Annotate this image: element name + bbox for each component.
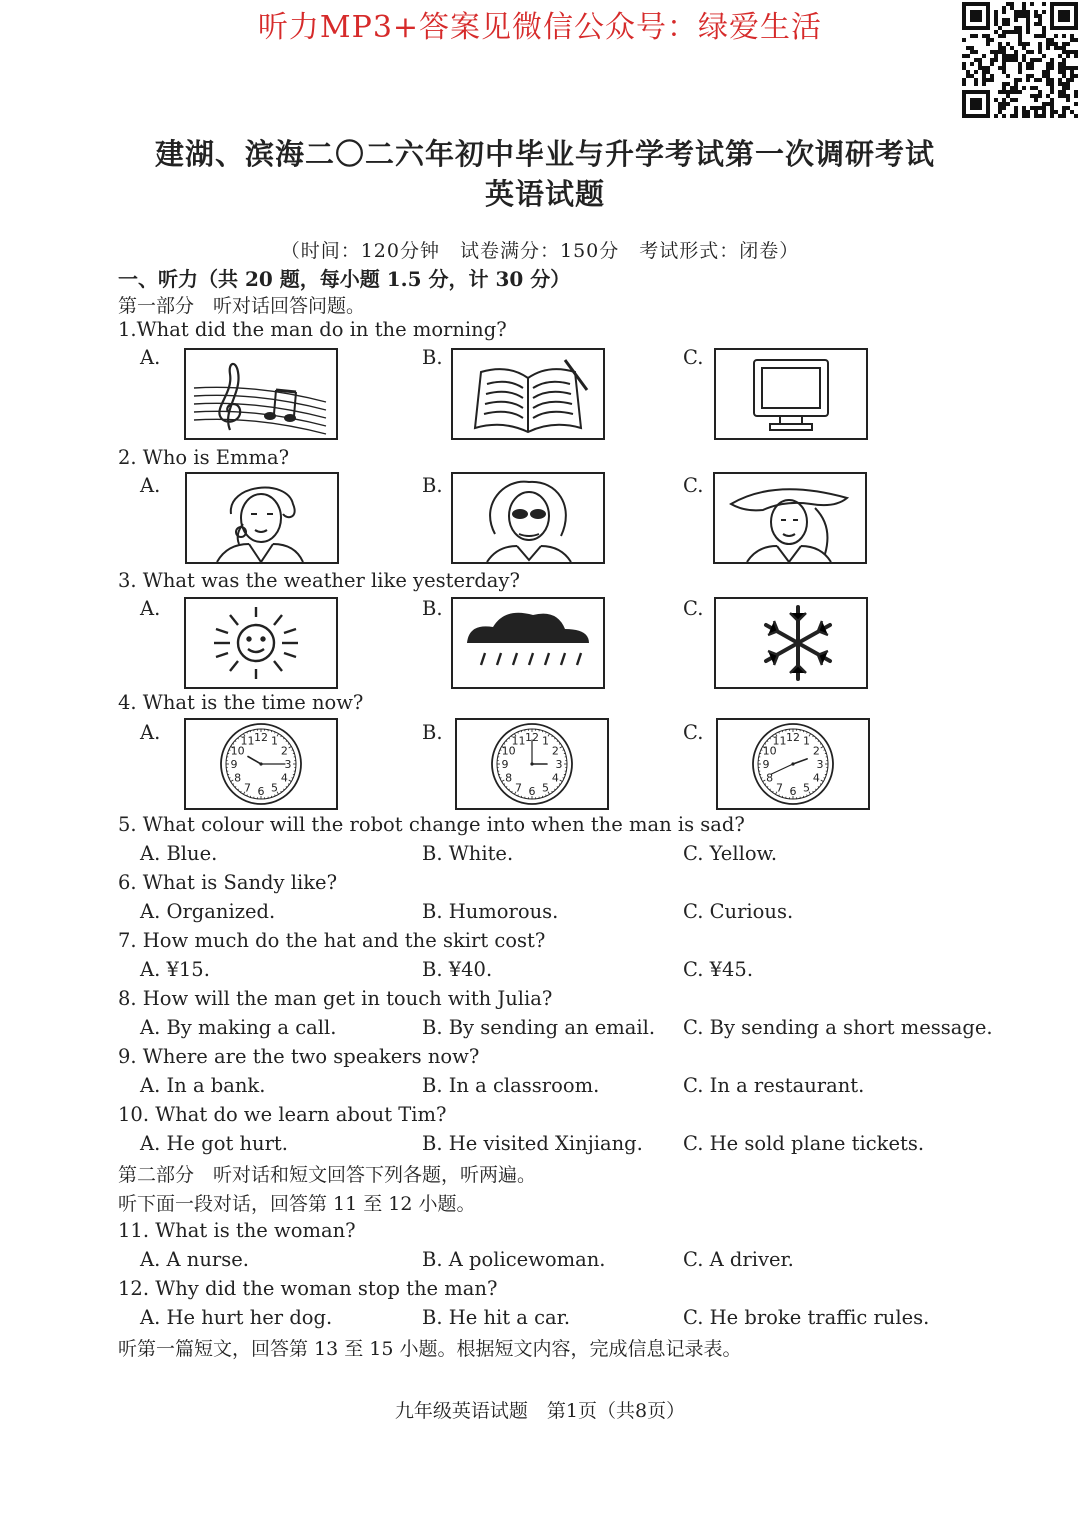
question-7: 7. How much do the hat and the skirt cost? [118,929,546,952]
clock-numeral: 5 [271,781,278,795]
q3-option-a-label: A. [140,597,161,620]
exam-title: 建湖、滨海二〇二六年初中毕业与升学考试第一次调研考试 [154,137,935,171]
computer-monitor-icon [714,348,868,440]
q11-option-a: A. A nurse. [140,1248,249,1271]
qr-code [962,2,1078,118]
q7-option-a: A. ¥15. [140,958,210,981]
clock-numeral: 3 [555,758,563,771]
q9-option-a: A. In a bank. [140,1074,266,1097]
q4-option-c-label: C. [683,721,704,744]
clock-numeral: 7 [776,781,783,795]
section-listening-heading: 一、听力（共 20 题，每小题 1.5 分，计 30 分） [118,267,571,291]
clock-numeral: 2 [280,744,288,758]
part2-dialogue-instruction: 听下面一段对话，回答第 11 至 12 小题。 [118,1193,476,1215]
clock-numeral: 4 [280,771,288,785]
woman-with-sunhat-icon [713,472,867,564]
clock-numeral: 1 [542,734,549,748]
clock-numeral: 7 [515,781,522,795]
question-8: 8. How will the man get in touch with Julia? [118,987,553,1010]
question-9: 9. Where are the two speakers now? [118,1045,480,1068]
promo-banner: 听力MP3+答案见微信公众号：绿爱生活 [257,10,823,45]
rainy-weather-icon [451,597,605,689]
clock-numeral: 10 [501,744,516,758]
clock-a-icon [184,718,338,810]
q2-option-b-label: B. [422,474,443,497]
q8-option-c: C. By sending a short message. [683,1016,993,1039]
q9-option-c: C. In a restaurant. [683,1074,865,1097]
clock-numeral: 3 [816,758,824,771]
q7-option-b: B. ¥40. [422,958,493,981]
part2-passage-instruction: 听第一篇短文，回答第 13 至 15 小题。根据短文内容，完成信息记录表。 [118,1338,742,1360]
question-11: 11. What is the woman? [118,1219,356,1242]
clock-numeral: 8 [766,771,774,785]
clock-b-icon [455,718,609,810]
clock-numeral: 11 [240,734,255,748]
q1-option-b-label: B. [422,346,443,369]
q7-option-c: C. ¥45. [683,958,754,981]
clock-numeral: 11 [511,734,526,748]
q4-option-b-label: B. [422,721,443,744]
question-10: 10. What do we learn about Tim? [118,1103,447,1126]
question-4: 4. What is the time now? [118,691,364,714]
question-12: 12. Why did the woman stop the man? [118,1277,498,1300]
clock-numeral: 7 [244,781,251,795]
q10-option-a: A. He got hurt. [140,1132,288,1155]
q9-option-b: B. In a classroom. [422,1074,600,1097]
sunny-weather-icon [184,597,338,689]
clock-numeral: 4 [551,771,559,785]
q5-option-c: C. Yellow. [683,842,778,865]
clock-numeral: 2 [551,744,559,758]
woman-on-phone-icon [185,472,339,564]
q1-option-a-label: A. [140,346,161,369]
q5-option-b: B. White. [422,842,514,865]
snowy-weather-icon [714,597,868,689]
clock-numeral: 10 [230,744,245,758]
question-5: 5. What colour will the robot change into when the man is sad? [118,813,745,836]
q12-option-a: A. He hurt her dog. [140,1306,333,1329]
clock-numeral: 10 [762,744,777,758]
part2-instruction: 第二部分 听对话和短文回答下列各题，听两遍。 [118,1164,537,1186]
clock-numeral: 12 [786,731,800,744]
part1-instruction: 第一部分 听对话回答问题。 [118,295,366,317]
clock-numeral: 4 [812,771,820,785]
q1-option-c-label: C. [683,346,704,369]
clock-numeral: 3 [284,758,292,771]
q10-option-c: C. He sold plane tickets. [683,1132,925,1155]
clock-numeral: 1 [271,734,278,748]
clock-numeral: 5 [803,781,810,795]
q10-option-b: B. He visited Xinjiang. [422,1132,643,1155]
q11-option-b: B. A policewoman. [422,1248,606,1271]
q12-option-c: C. He broke traffic rules. [683,1306,930,1329]
q6-option-a: A. Organized. [140,900,276,923]
exam-subtitle: 英语试题 [484,177,605,211]
clock-numeral: 9 [230,758,238,771]
clock-numeral: 9 [762,758,770,771]
q6-option-c: C. Curious. [683,900,794,923]
clock-numeral: 5 [542,781,549,795]
question-3: 3. What was the weather like yesterday? [118,569,520,592]
clock-numeral: 1 [803,734,810,748]
clock-numeral: 9 [501,758,509,771]
open-book-icon [451,348,605,440]
q8-option-a: A. By making a call. [140,1016,337,1039]
clock-numeral: 12 [525,731,539,744]
exam-info: （时间：120分钟 试卷满分：150分 考试形式：闭卷） [280,240,800,262]
clock-numeral: 6 [528,785,536,798]
page-footer: 九年级英语试题 第1页（共8页） [394,1400,686,1422]
woman-with-sunglasses-icon [451,472,605,564]
q2-option-c-label: C. [683,474,704,497]
clock-numeral: 2 [812,744,820,758]
question-1: 1.What did the man do in the morning? [118,318,507,341]
q8-option-b: B. By sending an email. [422,1016,656,1039]
clock-numeral: 11 [772,734,787,748]
clock-numeral: 8 [234,771,242,785]
q3-option-c-label: C. [683,597,704,620]
q4-option-a-label: A. [140,721,161,744]
clock-c-icon [716,718,870,810]
clock-numeral: 6 [789,785,797,798]
question-6: 6. What is Sandy like? [118,871,338,894]
q12-option-b: B. He hit a car. [422,1306,571,1329]
question-2: 2. Who is Emma? [118,446,290,469]
clock-numeral: 6 [257,785,265,798]
q6-option-b: B. Humorous. [422,900,559,923]
clock-numeral: 12 [254,731,268,744]
clock-numeral: 8 [505,771,513,785]
q11-option-c: C. A driver. [683,1248,794,1271]
q2-option-a-label: A. [140,474,161,497]
q3-option-b-label: B. [422,597,443,620]
music-notes-icon [184,348,338,440]
q5-option-a: A. Blue. [140,842,218,865]
